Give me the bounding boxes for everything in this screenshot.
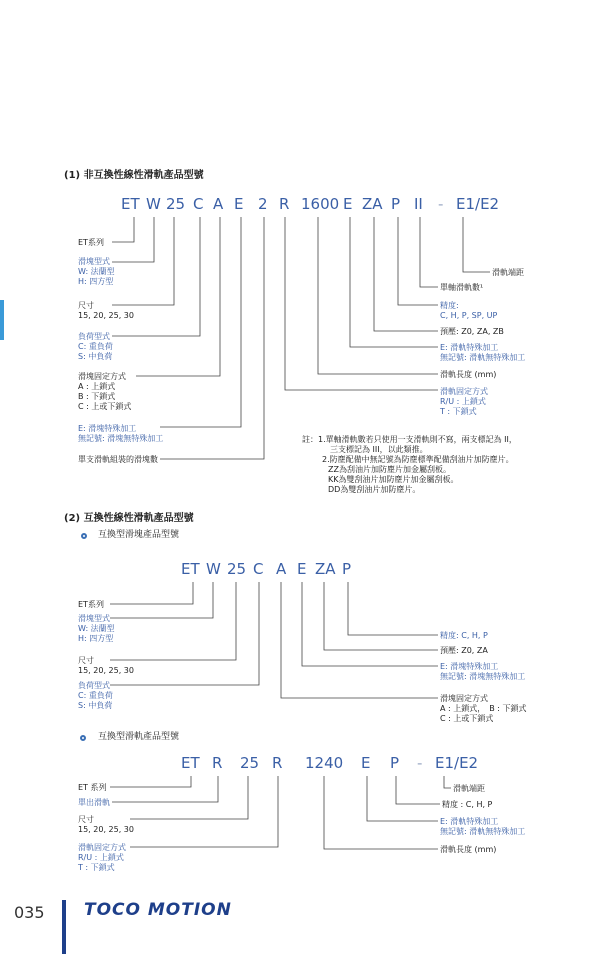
s2-left1-1: 滑塊型式 W: 法蘭型 H: 四方型	[78, 614, 115, 643]
sub1-title: 互換型滑塊產品型號	[98, 530, 180, 540]
s2-left2-0: ET 系列	[78, 783, 107, 792]
s2-code1-5: E	[297, 560, 307, 578]
s2-left1-3: 負荷型式 C: 重負荷 S: 中負荷	[78, 681, 113, 710]
s1-right-6: 滑軌固定方式 R/U : 上鎖式 T : 下鎖式	[440, 387, 488, 416]
s2-right1-0: 精度: C, H, P	[440, 631, 488, 640]
s1-left-6: 單支滑軌組裝的滑塊數	[78, 455, 158, 464]
s2-right2-2: E: 滑軌特殊加工 無記號: 滑軌無特殊加工	[440, 817, 526, 836]
s2-right2-3: 滑軌長度 (mm)	[440, 845, 497, 854]
page-number: 035	[14, 903, 45, 922]
s2-right1-2: E: 滑塊特殊加工 無記號: 滑塊無特殊加工	[440, 662, 526, 681]
s1-left-3: 負荷型式 C: 重負荷 S: 中負荷	[78, 332, 113, 361]
s1-code-13: -	[438, 195, 444, 213]
s1-code-3: C	[193, 195, 204, 213]
s2-right2-0: 滑軌端距	[453, 784, 485, 793]
s2-code1-1: W	[206, 560, 221, 578]
s1-code-7: R	[279, 195, 290, 213]
s2-code1-0: ET	[181, 560, 200, 578]
s1-code-2: 25	[166, 195, 186, 213]
s1-left-0: ET系列	[78, 238, 104, 247]
s2-left1-2: 尺寸 15, 20, 25, 30	[78, 656, 134, 675]
s1-right-1: 單軸滑軌數¹	[440, 283, 484, 292]
s1-code-0: ET	[121, 195, 140, 213]
s2-code1-2: 25	[227, 560, 247, 578]
s1-code-9: E	[343, 195, 353, 213]
s2-right2-1: 精度 : C, H, P	[442, 800, 493, 809]
s1-left-2: 尺寸 15, 20, 25, 30	[78, 301, 134, 320]
s2-right1-1: 預壓: Z0, ZA	[440, 646, 488, 655]
s1-left-5: E: 滑塊特殊加工 無記號: 滑塊無特殊加工	[78, 424, 164, 443]
s1-code-8: 1600	[301, 195, 340, 213]
s1-right-4: E: 滑軌特殊加工 無記號: 滑軌無特殊加工	[440, 343, 526, 362]
s2-code2-2: 25	[240, 754, 260, 772]
s2-code2-1: R	[212, 754, 223, 772]
s2-code1-3: C	[253, 560, 264, 578]
s1-left-1: 滑塊型式 W: 法蘭型 H: 四方型	[78, 257, 115, 286]
s2-right1-3: 滑塊固定方式 A : 上鎖式， B : 下鎖式 C : 上或下鎖式	[440, 694, 527, 723]
brand-logo: TOCO MOTION	[84, 900, 232, 920]
footer-divider	[62, 900, 66, 954]
s1-code-4: A	[213, 195, 224, 213]
sub2-title: 互換型滑軌產品型號	[98, 732, 180, 742]
s1-code-1: W	[146, 195, 161, 213]
s2-left1-0: ET系列	[78, 600, 104, 609]
s1-right-3: 預壓: Z0, ZA, ZB	[440, 327, 504, 336]
section1-title: (1) 非互換性線性滑軌產品型號	[64, 170, 204, 181]
s1-code-6: 2	[258, 195, 268, 213]
s1-code-12: II	[414, 195, 423, 213]
s1-code-11: P	[391, 195, 401, 213]
s1-code-14: E1/E2	[456, 195, 500, 213]
s2-code2-0: ET	[181, 754, 200, 772]
s1-notes: 註：1.單軸滑軌數若只使用一支滑軌則不寫，兩支標記為 II， 三支標記為 III，以此類推。 2.防塵配備中無記號為防塵標準配備刮油片加防塵片。 ZZ為刮油片加防塵片加金屬刮板。 KK為雙刮油片加防塵片加金屬刮板。 DD為雙刮油片加防塵片。	[302, 435, 517, 494]
section2-title: (2) 互換性線性滑軌產品型號	[64, 513, 194, 524]
s2-code2-3: R	[272, 754, 283, 772]
s2-code1-7: P	[342, 560, 352, 578]
s1-right-2: 精度: C, H, P, SP, UP	[440, 301, 498, 320]
s2-code1-4: A	[276, 560, 287, 578]
s2-code2-4: 1240	[305, 754, 344, 772]
s2-code1-6: ZA	[315, 560, 336, 578]
s1-left-4: 滑塊固定方式 A : 上鎖式 B : 下鎖式 C : 上或下鎖式	[78, 372, 132, 411]
s2-code2-8: E1/E2	[435, 754, 479, 772]
s2-code2-5: E	[361, 754, 371, 772]
s1-code-5: E	[234, 195, 244, 213]
s2-code2-7: -	[417, 754, 423, 772]
s2-code2-6: P	[390, 754, 400, 772]
s2-left2-1: 單出滑軌	[78, 798, 110, 807]
s2-left2-2: 尺寸 15, 20, 25, 30	[78, 815, 134, 834]
s1-right-5: 滑軌長度 (mm)	[440, 370, 497, 379]
s1-code-10: ZA	[362, 195, 383, 213]
s2-left2-3: 滑軌固定方式 R/U : 上鎖式 T : 下鎖式	[78, 843, 126, 872]
s1-right-0: 滑軌端距	[492, 268, 524, 277]
